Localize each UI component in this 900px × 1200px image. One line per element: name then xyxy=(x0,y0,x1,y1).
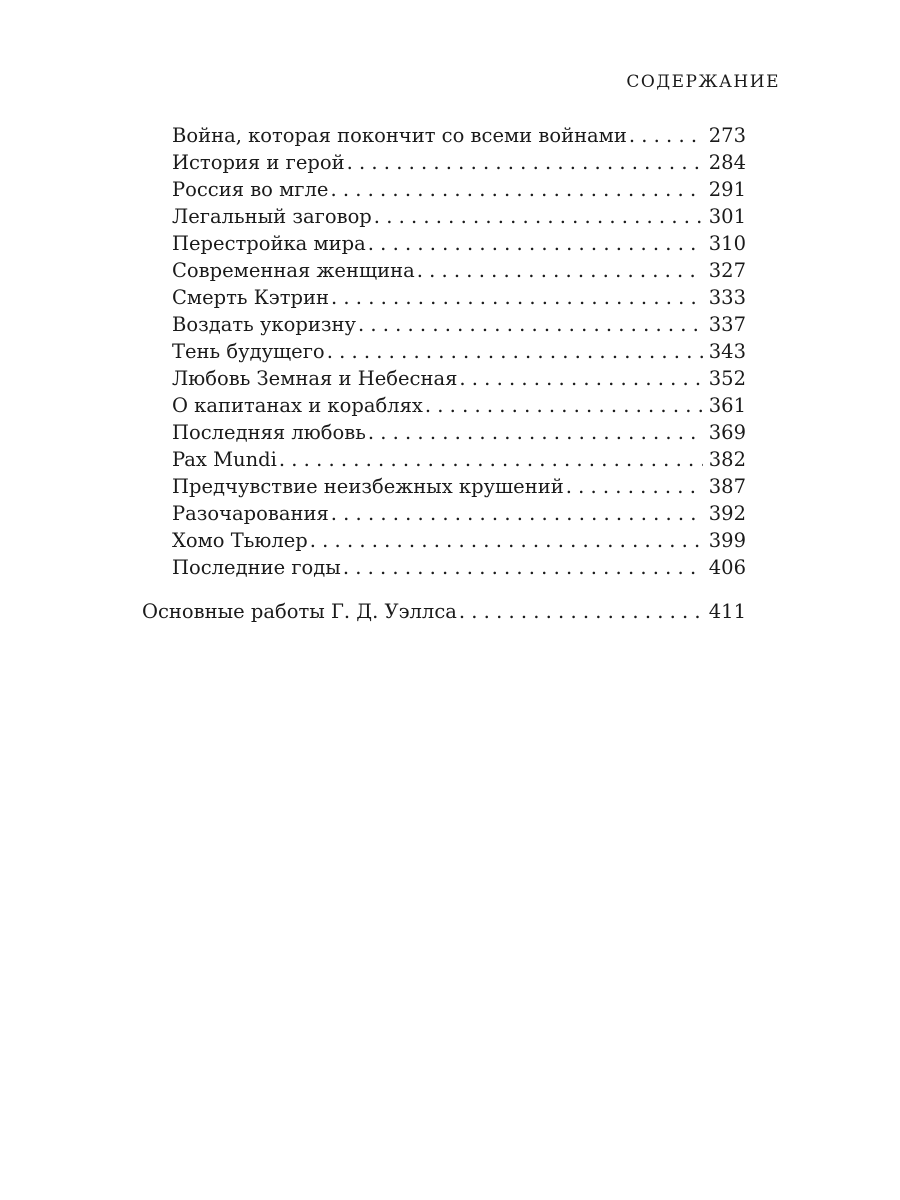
toc-entry-title: Россия во мгле xyxy=(172,178,329,201)
toc-entry-title: Разочарования xyxy=(172,502,329,525)
toc-entry-title: О капитанах и кораблях xyxy=(172,394,423,417)
dot-leader xyxy=(330,176,702,203)
toc-entry xyxy=(142,122,746,149)
toc-entry-page: 284 xyxy=(708,151,746,174)
toc-entry xyxy=(142,419,746,446)
dot-leader xyxy=(327,338,703,365)
toc-entry xyxy=(142,500,746,527)
toc-entry-page: 310 xyxy=(708,232,746,255)
dot-leader xyxy=(368,419,703,446)
toc-entry-page: 392 xyxy=(708,502,746,525)
toc-entry-page: 343 xyxy=(708,340,746,363)
toc-entry-title: Война, которая покончит со всеми войнами xyxy=(172,124,627,147)
dot-leader xyxy=(347,149,703,176)
toc-entry-page: 291 xyxy=(708,178,746,201)
toc-entry-title: Предчувствие неизбежных крушений xyxy=(172,475,564,498)
toc-entry-page: 333 xyxy=(708,286,746,309)
toc-entry-page: 273 xyxy=(708,124,746,147)
toc-entry-title: Последняя любовь xyxy=(172,421,366,444)
dot-leader xyxy=(310,527,703,554)
toc-entry xyxy=(142,257,746,284)
toc-entry-title: Любовь Земная и Небесная xyxy=(172,367,458,390)
dot-leader xyxy=(331,284,703,311)
dot-leader xyxy=(459,365,702,392)
toc-entry-page: 399 xyxy=(708,529,746,552)
toc-entry xyxy=(142,446,746,473)
toc-entry xyxy=(142,365,746,392)
toc-entry-page: 382 xyxy=(708,448,746,471)
toc-entry-page: 352 xyxy=(708,367,746,390)
dot-leader xyxy=(629,122,703,149)
toc-entry xyxy=(142,473,746,500)
dot-leader xyxy=(459,598,703,625)
toc-entry-title: История и герой xyxy=(172,151,345,174)
toc-entry-page: 327 xyxy=(708,259,746,282)
toc-entry-page: 369 xyxy=(708,421,746,444)
toc-entry xyxy=(142,527,746,554)
toc-entry-page: 337 xyxy=(708,313,746,336)
dot-leader xyxy=(566,473,703,500)
toc-entry-title: Воздать укоризну xyxy=(172,313,356,336)
toc-entry-title: Смерть Кэтрин xyxy=(172,286,329,309)
table-of-contents xyxy=(142,122,746,625)
dot-leader xyxy=(425,392,703,419)
toc-entry-title: Pax Mundi xyxy=(172,448,277,471)
toc-entry-title: Перестройка мира xyxy=(172,232,366,255)
toc-entry-page: 406 xyxy=(708,556,746,579)
toc-entry-title: Современная женщина xyxy=(172,259,415,282)
toc-entry xyxy=(142,392,746,419)
toc-entry xyxy=(142,176,746,203)
toc-entry-page: 301 xyxy=(708,205,746,228)
toc-entry-page: 387 xyxy=(708,475,746,498)
toc-main-entry xyxy=(142,598,746,625)
toc-entry xyxy=(142,554,746,581)
dot-leader xyxy=(368,230,703,257)
toc-entry-title: Хомо Тьюлер xyxy=(172,529,308,552)
toc-entry-page: 361 xyxy=(708,394,746,417)
toc-entry-title: Последние годы xyxy=(172,556,341,579)
toc-entry xyxy=(142,149,746,176)
dot-leader xyxy=(374,203,703,230)
toc-entry-page: 411 xyxy=(708,600,746,623)
toc-entry-title: Легальный заговор xyxy=(172,205,372,228)
toc-entry xyxy=(142,311,746,338)
dot-leader xyxy=(343,554,703,581)
toc-entry xyxy=(142,230,746,257)
toc-entry-title: Тень будущего xyxy=(172,340,325,363)
toc-entry-title: Основные работы Г. Д. Уэллса xyxy=(142,600,457,623)
dot-leader xyxy=(331,500,703,527)
dot-leader xyxy=(358,311,703,338)
running-head: СОДЕРЖАНИЕ xyxy=(626,72,780,92)
toc-entry xyxy=(142,338,746,365)
toc-entry xyxy=(142,203,746,230)
toc-entry xyxy=(142,284,746,311)
dot-leader xyxy=(279,446,703,473)
dot-leader xyxy=(417,257,703,284)
